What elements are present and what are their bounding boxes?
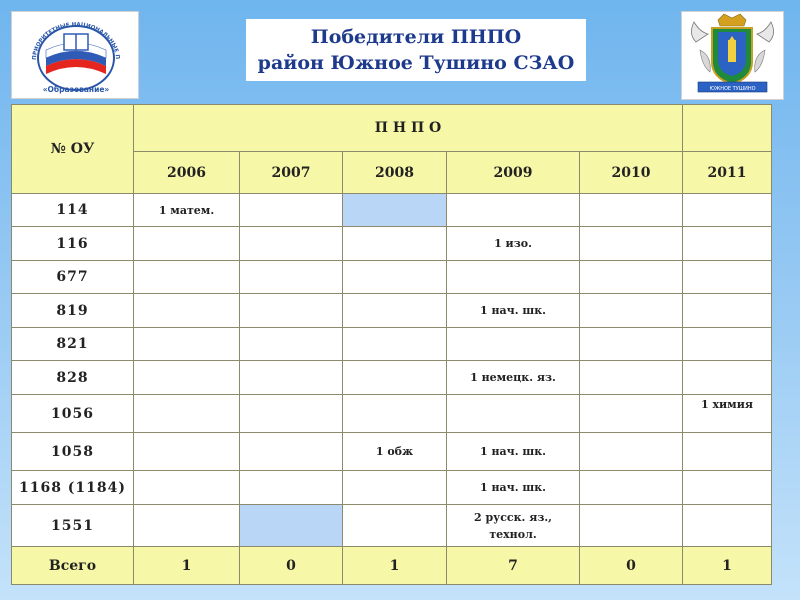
result-cell xyxy=(683,471,772,505)
result-cell xyxy=(134,261,240,294)
result-cell xyxy=(447,505,580,547)
table-row xyxy=(12,294,772,328)
table-row xyxy=(12,261,772,294)
coat-of-arms-icon xyxy=(682,12,783,99)
ou-number: 114 xyxy=(12,194,134,227)
book-globe-icon xyxy=(12,12,138,98)
result-cell xyxy=(580,261,683,294)
result-cell xyxy=(580,194,683,227)
result-cell xyxy=(134,505,240,547)
result-cell xyxy=(447,261,580,294)
logo-arc-text: ПРИОРИТЕТНЫЕ НАЦИОНАЛЬНЫЕ П xyxy=(31,21,121,61)
ou-number: 116 xyxy=(12,227,134,261)
winners-table xyxy=(11,104,772,585)
result-cell xyxy=(240,328,343,361)
total-label: Всего xyxy=(12,547,134,585)
result-cell: 1 изо. xyxy=(447,227,580,261)
empty-header-cell xyxy=(683,105,772,152)
title-line-1: Победители ПНПО xyxy=(310,26,522,48)
result-cell xyxy=(580,471,683,505)
totals-row xyxy=(12,547,772,585)
pnpo-group-header: П Н П О xyxy=(134,105,683,152)
year-header-2008: 2008 xyxy=(343,152,447,194)
result-cell xyxy=(240,227,343,261)
result-cell xyxy=(240,361,343,395)
table-row xyxy=(12,433,772,471)
highlighted-cell xyxy=(343,194,447,227)
result-cell: 1 нач. шк. xyxy=(447,471,580,505)
result-cell xyxy=(343,505,447,547)
result-cell xyxy=(580,395,683,433)
result-cell xyxy=(134,471,240,505)
banner-text: ЮЖНОЕ ТУШИНО xyxy=(709,86,756,92)
result-line: 2 русск. яз., xyxy=(473,510,553,524)
total-2006: 1 xyxy=(134,547,240,585)
table-row xyxy=(12,194,772,227)
result-cell xyxy=(683,261,772,294)
result-cell xyxy=(343,395,447,433)
result-cell: 1 химия xyxy=(683,395,772,433)
ou-number: 821 xyxy=(12,328,134,361)
result-cell: 1 матем. xyxy=(134,194,240,227)
result-cell xyxy=(240,194,343,227)
result-cell xyxy=(683,294,772,328)
result-cell xyxy=(447,328,580,361)
result-cell xyxy=(580,328,683,361)
result-cell xyxy=(683,505,772,547)
year-header-2006: 2006 xyxy=(134,152,240,194)
result-cell xyxy=(580,361,683,395)
ou-number: 819 xyxy=(12,294,134,328)
total-2011: 1 xyxy=(683,547,772,585)
total-2010: 0 xyxy=(580,547,683,585)
total-2008: 1 xyxy=(343,547,447,585)
result-cell xyxy=(240,395,343,433)
result-cell xyxy=(683,361,772,395)
ou-number: 1168 (1184) xyxy=(12,471,134,505)
result-cell xyxy=(343,471,447,505)
result-cell xyxy=(134,433,240,471)
result-cell xyxy=(240,433,343,471)
page-title xyxy=(246,19,586,81)
result-cell: 1 немецк. яз. xyxy=(447,361,580,395)
table-row xyxy=(12,328,772,361)
ou-number: 677 xyxy=(12,261,134,294)
result-cell xyxy=(580,433,683,471)
table-row xyxy=(12,395,772,433)
result-cell xyxy=(343,261,447,294)
result-cell xyxy=(134,227,240,261)
result-cell xyxy=(240,471,343,505)
ou-number: 1551 xyxy=(12,505,134,547)
year-header-2010: 2010 xyxy=(580,152,683,194)
result-cell xyxy=(240,294,343,328)
result-cell xyxy=(343,361,447,395)
ou-number: 1056 xyxy=(12,395,134,433)
result-cell: 1 нач. шк. xyxy=(447,433,580,471)
result-cell xyxy=(580,227,683,261)
ou-column-header: № ОУ xyxy=(12,105,134,194)
result-cell xyxy=(683,194,772,227)
result-cell xyxy=(683,328,772,361)
year-header-2009: 2009 xyxy=(447,152,580,194)
result-cell xyxy=(240,261,343,294)
ou-number: 1058 xyxy=(12,433,134,471)
result-line: технол. xyxy=(489,527,537,541)
result-cell xyxy=(683,433,772,471)
result-cell xyxy=(447,194,580,227)
logo-caption: «Образование» xyxy=(42,85,110,94)
result-cell xyxy=(134,361,240,395)
result-cell xyxy=(580,294,683,328)
result-cell xyxy=(134,395,240,433)
table-row xyxy=(12,227,772,261)
national-projects-logo xyxy=(11,11,139,99)
table-row xyxy=(12,505,772,547)
table-row xyxy=(12,471,772,505)
result-cell xyxy=(134,328,240,361)
year-header-2011: 2011 xyxy=(683,152,772,194)
result-cell xyxy=(580,505,683,547)
title-line-2: район Южное Тушино СЗАО xyxy=(257,52,575,74)
result-cell xyxy=(343,227,447,261)
result-cell xyxy=(343,294,447,328)
total-2009: 7 xyxy=(447,547,580,585)
result-cell: 1 обж xyxy=(343,433,447,471)
table-row xyxy=(12,361,772,395)
result-cell xyxy=(134,294,240,328)
year-header-2007: 2007 xyxy=(240,152,343,194)
result-cell xyxy=(447,395,580,433)
result-cell xyxy=(343,328,447,361)
result-cell xyxy=(683,227,772,261)
ou-number: 828 xyxy=(12,361,134,395)
result-cell: 1 нач. шк. xyxy=(447,294,580,328)
district-coat-of-arms xyxy=(681,11,784,100)
total-2007: 0 xyxy=(240,547,343,585)
highlighted-cell xyxy=(240,505,343,547)
